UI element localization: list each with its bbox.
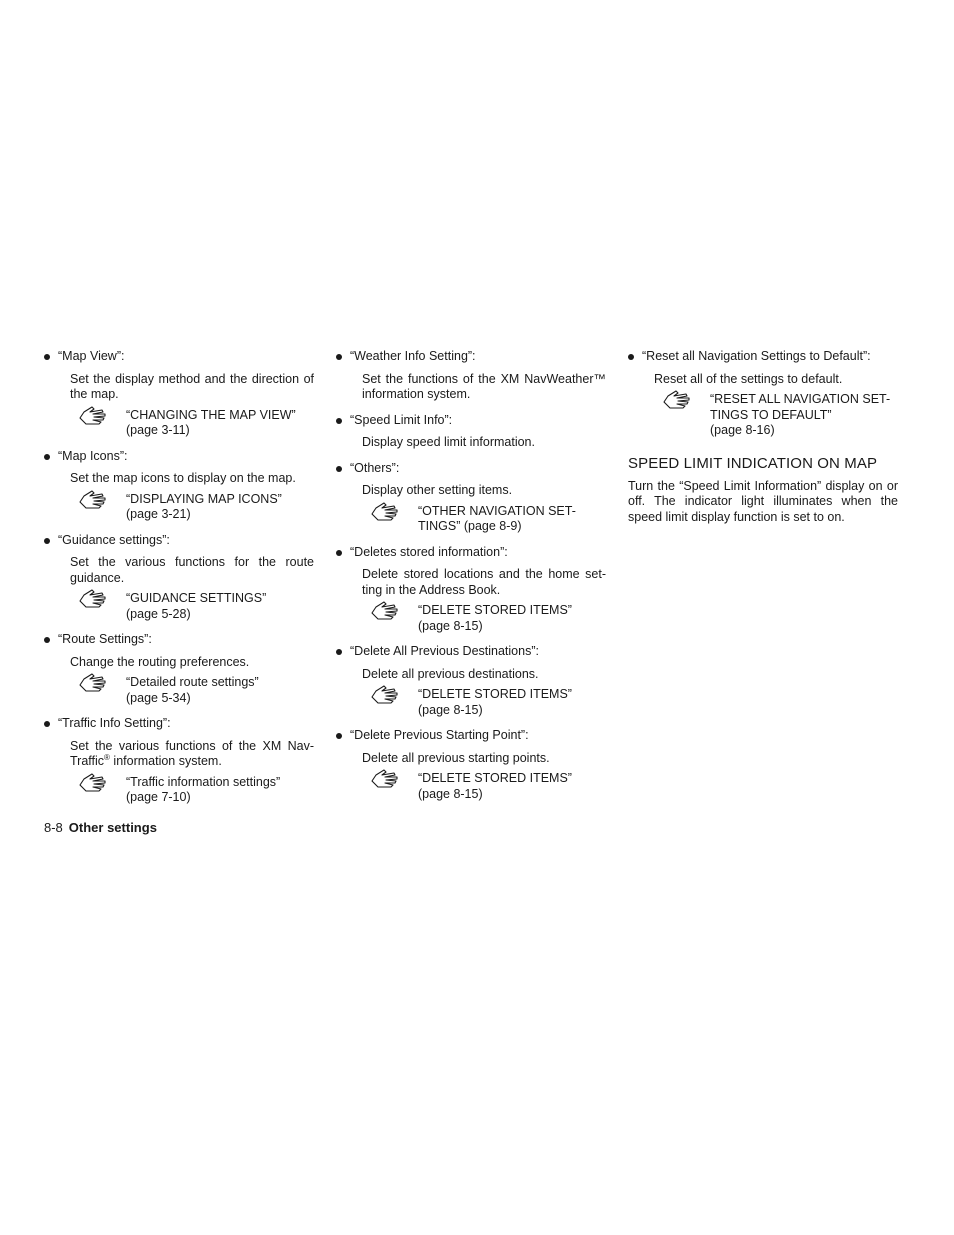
reference-title: TINGS TO DEFAULT”: [710, 407, 832, 422]
item-description: Delete stored locations and the home set-ting in the Address Book.: [362, 567, 606, 597]
bullet-dot-icon: [628, 354, 634, 360]
bullet-label: “Map View”:: [58, 349, 125, 363]
bullet-item: [336, 728, 606, 744]
bullet-dot-icon: [44, 354, 50, 360]
reference-page: (page 3-21): [126, 507, 191, 521]
item-description: Display other setting items.: [362, 483, 513, 497]
section-heading: SPEED LIMIT INDICATION ON MAP: [628, 454, 878, 472]
bullet-item: [336, 349, 606, 365]
list-item: [44, 449, 314, 523]
pointing-hand-reference-icon: [78, 488, 110, 510]
item-description: Set the display method and the direction of the map.: [70, 371, 314, 401]
column-3: [628, 347, 898, 525]
page-reference: [126, 675, 314, 706]
pointing-hand-reference-icon: [370, 500, 402, 522]
reference-page: TINGS” (page 8-9): [418, 519, 522, 533]
item-description: [70, 739, 314, 770]
pointing-hand-reference-icon: [370, 683, 402, 705]
bullet-dot-icon: [44, 454, 50, 460]
reference-title: “Traffic information settings”: [126, 774, 281, 789]
bullet-item: [44, 349, 314, 365]
page-reference: [710, 392, 898, 439]
page-reference: [126, 492, 314, 523]
pointing-hand-reference-icon: [662, 388, 694, 410]
bullet-label: “Guidance settings”:: [58, 532, 170, 547]
item-description: Change the routing preferences.: [70, 654, 250, 669]
reference-page: (page 8-16): [710, 423, 775, 437]
page-reference: [126, 408, 314, 439]
bullet-dot-icon: [336, 466, 342, 472]
item-description: Set the map icons to display on the map.: [70, 471, 296, 485]
reference-title: “DISPLAYING MAP ICONS”: [126, 491, 282, 506]
page-reference: [126, 775, 314, 806]
page-reference: [418, 504, 606, 535]
bullet-dot-icon: [336, 550, 342, 556]
reference-title: “GUIDANCE SETTINGS”: [126, 591, 267, 605]
reference-page: (page 8-15): [418, 618, 483, 633]
reference-page: (page 3-11): [126, 423, 190, 437]
bullet-item: [336, 644, 606, 660]
list-item: [336, 728, 606, 802]
bullet-dot-icon: [336, 418, 342, 424]
reference-page: (page 7-10): [126, 790, 191, 804]
bullet-label: “Delete All Previous Destinations”:: [350, 644, 539, 658]
list-item: [336, 349, 606, 403]
pointing-hand-reference-icon: [370, 599, 402, 621]
reference-title: “Detailed route settings”: [126, 675, 259, 689]
list-item: [336, 545, 606, 635]
item-description: Delete all previous destinations.: [362, 666, 539, 681]
bullet-item: [628, 349, 898, 365]
bullet-dot-icon: [44, 721, 50, 727]
page-reference: [418, 687, 606, 718]
column-2: [336, 347, 606, 812]
page-reference: [418, 771, 606, 802]
reference-title: “RESET ALL NAVIGATION SET-: [710, 392, 891, 406]
bullet-dot-icon: [44, 538, 50, 544]
reference-title: “DELETE STORED ITEMS”: [418, 603, 572, 617]
bullet-item: [336, 545, 606, 561]
list-item: [44, 716, 314, 806]
reference-title: “CHANGING THE MAP VIEW”: [126, 407, 296, 422]
bullet-label: “Weather Info Setting”:: [350, 349, 476, 363]
bullet-label: “Others”:: [350, 460, 400, 475]
bullet-item: [44, 716, 314, 732]
list-item: [628, 349, 898, 439]
item-description: Delete all previous starting points.: [362, 750, 550, 765]
list-item: [336, 413, 606, 451]
bullet-label: “Delete Previous Starting Point”:: [350, 728, 529, 742]
list-item: [44, 533, 314, 623]
bullet-label: “Reset all Navigation Settings to Default”:: [642, 349, 871, 363]
description-text: information system.: [109, 754, 222, 768]
page-reference: [418, 603, 606, 634]
bullet-label: “Route Settings”:: [58, 632, 152, 646]
bullet-label: “Map Icons”:: [58, 448, 128, 463]
list-item: [44, 349, 314, 439]
bullet-item: [44, 449, 314, 465]
column-1: [44, 347, 314, 816]
list-item: [336, 644, 606, 718]
pointing-hand-reference-icon: [78, 771, 110, 793]
page-reference: [126, 591, 314, 622]
item-description: Set the functions of the XM NavWeather™ information system.: [362, 371, 606, 401]
pointing-hand-reference-icon: [78, 671, 110, 693]
reference-title: “DELETE STORED ITEMS”: [418, 771, 572, 785]
pointing-hand-reference-icon: [78, 404, 110, 426]
registered-mark: ®: [104, 752, 110, 762]
bullet-dot-icon: [336, 649, 342, 655]
list-item: [336, 461, 606, 535]
bullet-item: [44, 632, 314, 648]
item-description: Display speed limit information.: [362, 435, 535, 449]
bullet-item: [336, 413, 606, 429]
bullet-label: “Deletes stored information”:: [350, 544, 508, 559]
page-footer: [44, 820, 157, 836]
bullet-item: [44, 533, 314, 549]
reference-page: (page 8-15): [418, 702, 483, 717]
page-number: 8-8: [44, 820, 63, 835]
bullet-dot-icon: [336, 733, 342, 739]
list-item: [44, 632, 314, 706]
pointing-hand-reference-icon: [78, 587, 110, 609]
bullet-label: “Speed Limit Info”:: [350, 412, 453, 427]
reference-title: “OTHER NAVIGATION SET-: [418, 503, 576, 518]
section-paragraph: Turn the “Speed Limit Information” display on or off. The indicator light illuminates when the speed limit display function is set to on.: [628, 478, 898, 524]
bullet-dot-icon: [44, 637, 50, 643]
reference-page: (page 5-34): [126, 690, 191, 705]
bullet-label: “Traffic Info Setting”:: [58, 716, 171, 730]
description-text: Set the various functions of the XM Nav-Traffic: [70, 738, 314, 768]
item-description: Reset all of the settings to default.: [654, 371, 843, 386]
section-title: Other settings: [68, 820, 157, 835]
reference-page: (page 8-15): [418, 786, 483, 801]
reference-page: (page 5-28): [126, 606, 191, 621]
pointing-hand-reference-icon: [370, 767, 402, 789]
bullet-item: [336, 461, 606, 477]
bullet-dot-icon: [336, 354, 342, 360]
reference-title: “DELETE STORED ITEMS”: [418, 687, 572, 701]
item-description: Set the various functions for the route guidance.: [70, 555, 314, 585]
